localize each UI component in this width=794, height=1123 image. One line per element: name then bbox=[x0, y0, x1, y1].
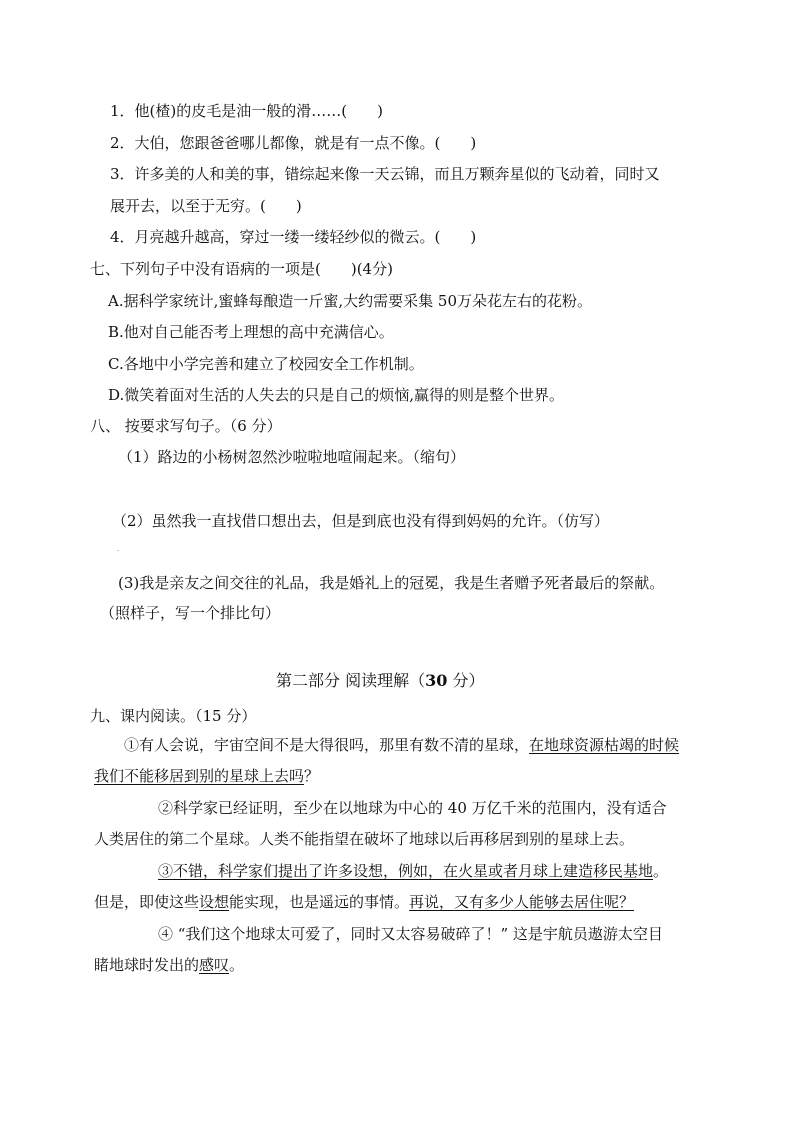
paragraph-1-line-2 bbox=[94, 765, 319, 787]
paragraph-3-underlined: ③不错，科学家们提出了许多设想，例如，在火星或者月球上建造移民基地 bbox=[158, 862, 654, 880]
section6-item-2: 2．大伯，您跟爸爸哪儿都像，就是有一点不像。( ) bbox=[110, 134, 477, 152]
section9-heading: 九、课内阅读。（15 分） bbox=[90, 707, 257, 725]
paragraph-2-line-2: 人类居住的第二个星球。人类不能指望在破坏了地球以后再移居到别的星球上去。 bbox=[94, 830, 635, 848]
paragraph-3-line-2 bbox=[94, 891, 634, 913]
paragraph-3-text-b: 能实现，也是遥远的事情。 bbox=[229, 893, 410, 911]
paragraph-1-line-1 bbox=[124, 734, 679, 756]
paragraph-3-underlined-question: 再说，又有多少人能够去居住呢？ bbox=[409, 893, 635, 911]
section8-question-3: (3)我是亲友之间交往的礼品，我是婚礼上的冠冕，我是生者赠予死者最后的祭献。 bbox=[118, 574, 665, 592]
paragraph-3-period: 。 bbox=[653, 862, 669, 880]
paragraph-3-line-1 bbox=[158, 860, 668, 882]
section8-heading: 八、 按要求写句子。（6 分） bbox=[90, 417, 282, 435]
section6-item-1: 1．他(楂)的皮毛是油一般的滑……( ) bbox=[110, 102, 383, 120]
paragraph-3-text-a: 但是，即使这些 bbox=[94, 893, 200, 911]
paragraph-2-line-1: ②科学家已经证明，至少在以地球为中心的 40 万亿千米的范围内，没有适合 bbox=[158, 799, 667, 817]
section6-item-3: 3．许多美的人和美的事，错综起来像一天云锦，而且万颗奔星似的飞动着，同时又 bbox=[110, 165, 660, 183]
section7-option-d: D.微笑着面对生活的人失去的只是自己的烦恼,赢得的则是整个世界。 bbox=[108, 386, 565, 404]
paragraph-1-tail: ？ bbox=[304, 767, 320, 785]
paragraph-1-underlined-a: 在地球资源枯竭的时候 bbox=[529, 736, 680, 754]
section7-option-c: C.各地中小学完善和建立了校园安全工作机制。 bbox=[108, 355, 424, 373]
section6-item-4: 4．月亮越升越高，穿过一缕一缕轻纱似的微云。( ) bbox=[110, 228, 477, 246]
paragraph-1-text: ①有人会说，宇宙空间不是大得很吗，那里有数不清的星球， bbox=[124, 736, 530, 754]
paragraph-4-text-a: 睹地球时发出的 bbox=[94, 956, 200, 974]
section7-option-a: A.据科学家统计,蜜蜂每酿造一斤蜜,大约需要采集 50万朵花左右的花粉。 bbox=[108, 292, 592, 310]
stray-mark: . bbox=[117, 546, 119, 553]
section7-option-b: B.他对自己能否考上理想的高中充满信心。 bbox=[108, 323, 394, 341]
section8-question-1: （1）路边的小杨树忽然沙啦啦地喧闹起来。（缩句） bbox=[118, 448, 466, 466]
part2-title bbox=[276, 670, 484, 692]
section7-heading: 七、下列句子中没有语病的一项是( )(4分) bbox=[90, 260, 393, 278]
paragraph-3-underlined-word: 设想 bbox=[199, 893, 230, 911]
paragraph-4-underlined-word: 感叹 bbox=[199, 956, 230, 974]
part2-title-text: 第二部分 阅读理解（ bbox=[276, 671, 426, 690]
paragraph-4-line-1: ④ “我们这个地球太可爱了，同时又太容易破碎了！” 这是宇航员遨游太空目 bbox=[158, 925, 663, 943]
part2-title-end: 分） bbox=[447, 671, 485, 690]
paragraph-4-text-b: 。 bbox=[229, 956, 245, 974]
paragraph-4-line-2 bbox=[94, 954, 244, 976]
section8-question-2: （2）虽然我一直找借口想出去，但是到底也没有得到妈妈的允许。（仿写） bbox=[112, 512, 610, 530]
section6-item-3-cont: 展开去，以至于无穷。( ) bbox=[110, 197, 302, 215]
paragraph-1-underlined-b: 我们不能移居到别的星球上去吗 bbox=[94, 767, 305, 785]
section8-question-3-cont: （照样子，写一个排比句） bbox=[100, 604, 281, 622]
part2-title-score: 30 bbox=[425, 671, 448, 690]
